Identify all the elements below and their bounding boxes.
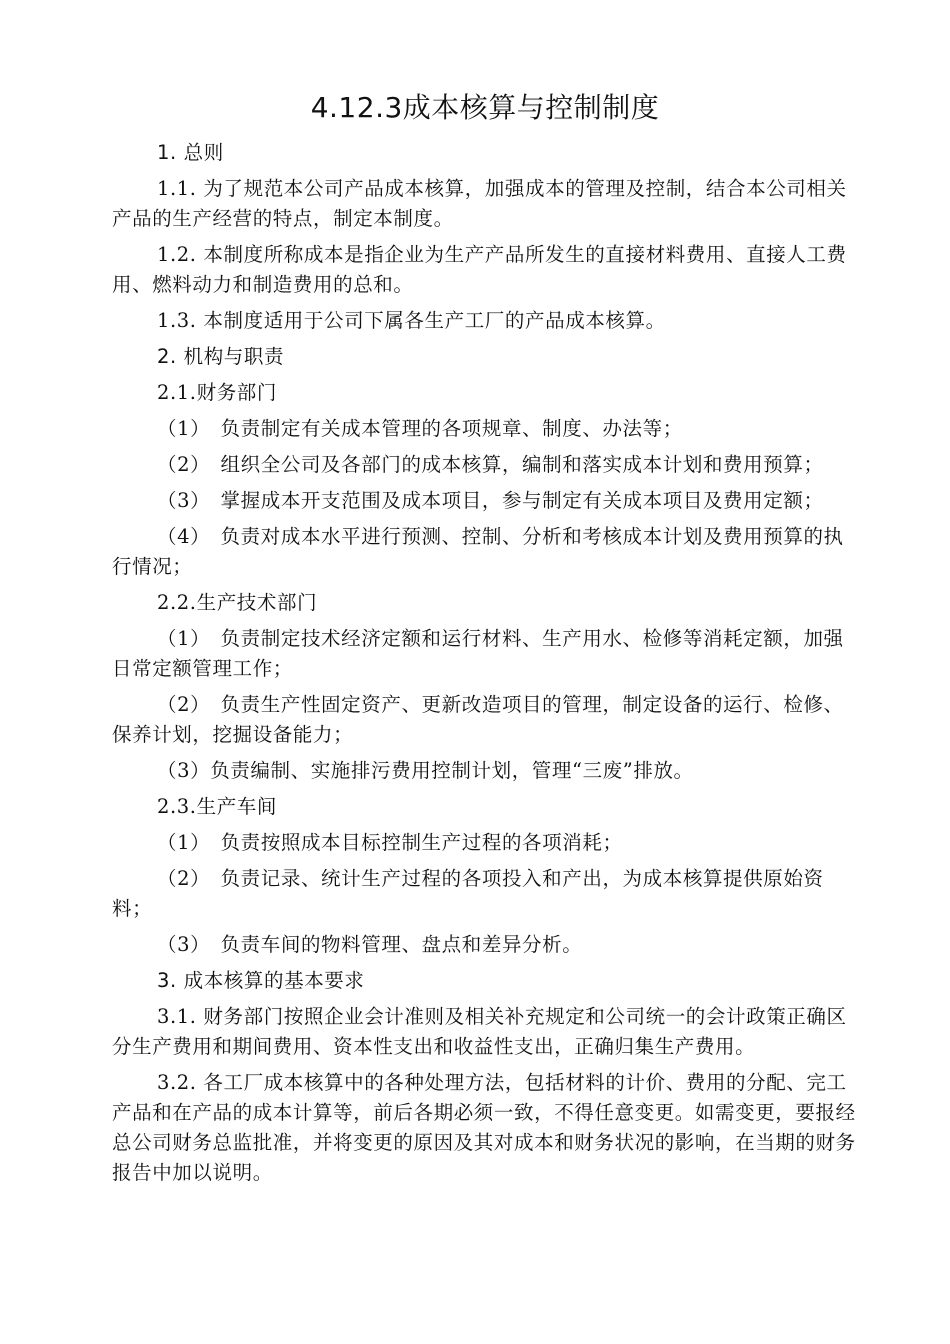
clause-paragraph: 1.1. 为了规范本公司产品成本核算，加强成本的管理及控制，结合本公司相关产品的生产经营的特点，制定本制度。: [112, 177, 847, 230]
subsection-heading: 2.2.生产技术部门: [157, 591, 318, 614]
list-item: （2） 负责生产性固定资产、更新改造项目的管理，制定设备的运行、检修、保养计划，挖掘设备能力；: [112, 693, 844, 746]
clause-paragraph: 3.2. 各工厂成本核算中的各种处理方法，包括材料的计价、费用的分配、完工产品和在产品的成本计算等，前后各期必须一致，不得任意变更。如需变更，要报经总公司财务总监批准，并将变更的原因及其对成本和财务状况的影响，在当期的财务报告中加以说明。: [112, 1071, 856, 1184]
clause-paragraph: 3.1. 财务部门按照企业会计准则及相关补充规定和公司统一的会计政策正确区分生产费用和期间费用、资本性支出和收益性支出，正确归集生产费用。: [112, 1005, 847, 1058]
list-item: （1） 负责按照成本目标控制生产过程的各项消耗；: [157, 831, 623, 854]
section-heading: 1. 总则: [157, 141, 224, 164]
clause-paragraph: 1.3. 本制度适用于公司下属各生产工厂的产品成本核算。: [157, 309, 666, 332]
clause-paragraph: 1.2. 本制度所称成本是指企业为生产产品所发生的直接材料费用、直接人工费用、燃料动力和制造费用的总和。: [112, 243, 847, 296]
subsection-heading: 2.3.生产车间: [157, 795, 278, 818]
section-heading: 2. 机构与职责: [157, 345, 285, 368]
list-item: （3） 掌握成本开支范围及成本项目，参与制定有关成本项目及费用定额；: [157, 489, 824, 512]
section-heading: 3. 成本核算的基本要求: [157, 969, 365, 992]
document-body: [112, 138, 862, 1188]
list-item: （2） 组织全公司及各部门的成本核算，编制和落实成本计划和费用预算；: [157, 453, 824, 476]
list-item: （1） 负责制定技术经济定额和运行材料、生产用水、检修等消耗定额，加强日常定额管理工作；: [112, 627, 844, 680]
list-item: （4） 负责对成本水平进行预测、控制、分析和考核成本计划及费用预算的执行情况；: [112, 525, 844, 578]
document-title: 4.12.3成本核算与控制制度: [310, 91, 660, 124]
list-item: （2） 负责记录、统计生产过程的各项投入和产出，为成本核算提供原始资料；: [112, 867, 824, 920]
list-item: （1） 负责制定有关成本管理的各项规章、制度、办法等；: [157, 417, 683, 440]
list-item: （3） 负责车间的物料管理、盘点和差异分析。: [157, 933, 583, 956]
subsection-heading: 2.1.财务部门: [157, 381, 278, 404]
list-item: （3）负责编制、实施排污费用控制计划，管理“三废”排放。: [157, 759, 694, 782]
